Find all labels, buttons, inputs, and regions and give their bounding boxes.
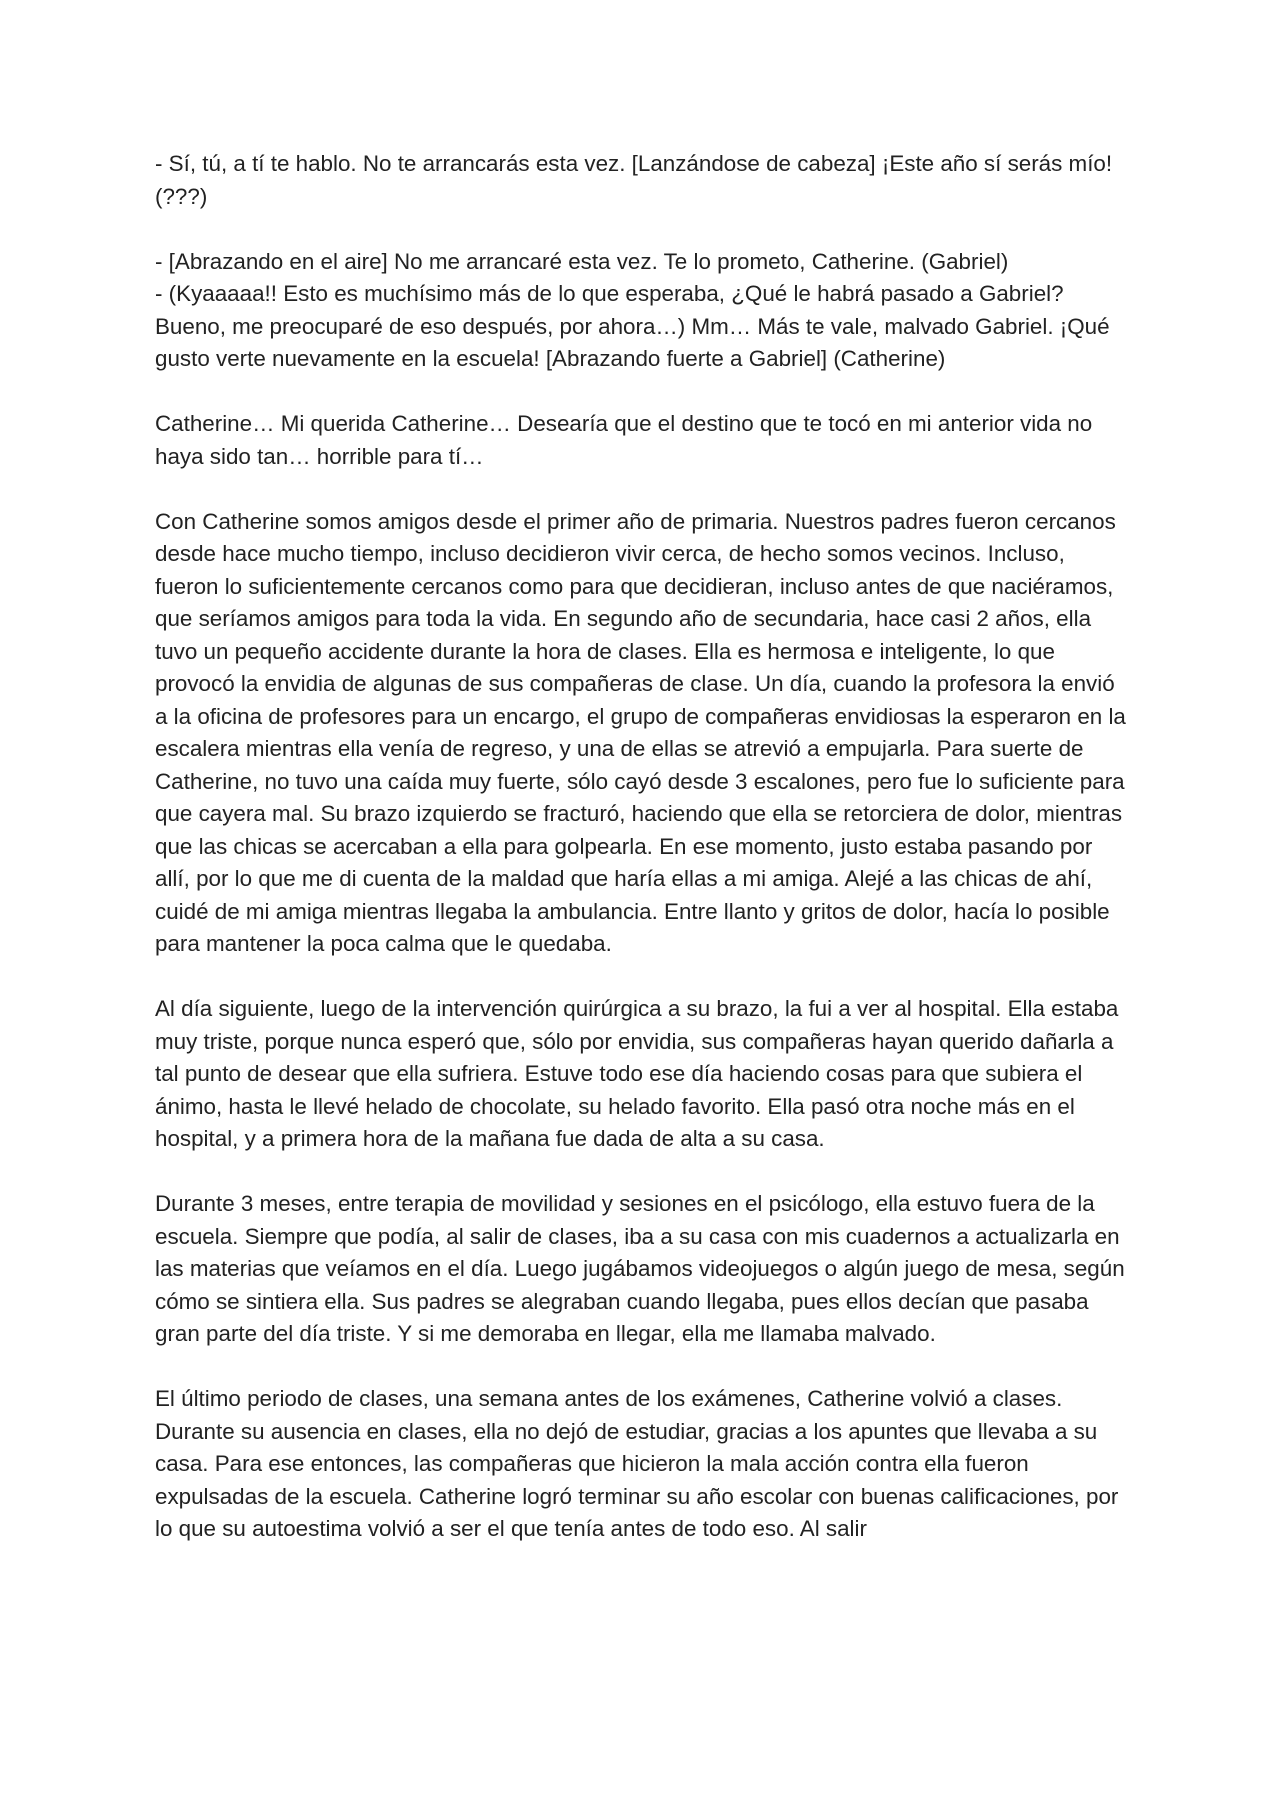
paragraph-return: El último periodo de clases, una semana antes de los exámenes, Catherine volvió a clases. Durante su ausencia en clases, ella no dejó de estudiar, gracias a los apuntes que llevaba a su casa. Para ese entonces, las compañeras que hicieron la mala acción contra ella fueron expulsadas de la escuela. Catherine logró terminar su año escolar con buenas calificaciones, por lo que su autoestima volvió a ser el que tenía antes de todo eso. Al salir [155, 1386, 1119, 1541]
paragraph-dialogue-catherine: - (Kyaaaaa!! Esto es muchísimo más de lo que esperaba, ¿Qué le habrá pasado a Gabriel? Bueno, me preocuparé de eso después, por ahora…) Mm… Más te vale, malvado Gabriel. ¡Qué gusto verte nuevamente en la escuela! [Abrazando fuerte a Gabriel] (Catherine) [155, 281, 1110, 371]
paragraph-reflection: Catherine… Mi querida Catherine… Desearía que el destino que te tocó en mi anterior vida no haya sido tan… horrible para tí… [155, 411, 1093, 469]
document-body [155, 148, 1130, 1546]
paragraph-backstory: Con Catherine somos amigos desde el primer año de primaria. Nuestros padres fueron cercanos desde hace mucho tiempo, incluso decidieron vivir cerca, de hecho somos vecinos. Incluso, fueron lo suficientemente cercanos como para que decidieran, incluso antes de que naciéramos, que seríamos amigos para toda la vida. En segundo año de secundaria, hace casi 2 años, ella tuvo un pequeño accidente durante la hora de clases. Ella es hermosa e inteligente, lo que provocó la envidia de algunas de sus compañeras de clase. Un día, cuando la profesora la envió a la oficina de profesores para un encargo, el grupo de compañeras envidiosas la esperaron en la escalera mientras ella venía de regreso, y una de ellas se atrevió a empujarla. Para suerte de Catherine, no tuvo una caída muy fuerte, sólo cayó desde 3 escalones, pero fue lo suficiente para que cayera mal. Su brazo izquierdo se fracturó, haciendo que ella se retorciera de dolor, mientras que las chicas se acercaban a ella para golpearla. En ese momento, justo estaba pasando por allí, por lo que me di cuenta de la maldad que haría ellas a mi amiga. Alejé a las chicas de ahí, cuidé de mi amiga mientras llegaba la ambulancia. Entre llanto y gritos de dolor, hacía lo posible para mantener la poca calma que le quedaba. [155, 508, 1126, 956]
paragraph-dialogue-unknown: - Sí, tú, a tí te hablo. No te arrancarás esta vez. [Lanzándose de cabeza] ¡Este año sí serás mío! (???) [155, 151, 1113, 209]
paragraph-recovery: Durante 3 meses, entre terapia de movilidad y sesiones en el psicólogo, ella estuvo fuera de la escuela. Siempre que podía, al salir de clases, iba a su casa con mis cuadernos a actualizarla en las materias que veíamos en el día. Luego jugábamos videojuegos o algún juego de mesa, según cómo se sintiera ella. Sus padres se alegraban cuando llegaba, pues ellos decían que pasaba gran parte del día triste. Y si me demoraba en llegar, ella me llamaba malvado. [155, 1191, 1125, 1346]
paragraph-hospital: Al día siguiente, luego de la intervención quirúrgica a su brazo, la fui a ver al hospital. Ella estaba muy triste, porque nunca esperó que, sólo por envidia, sus compañeras hayan querido dañarla a tal punto de desear que ella sufriera. Estuve todo ese día haciendo cosas para que subiera el ánimo, hasta le llevé helado de chocolate, su helado favorito. Ella pasó otra noche más en el hospital, y a primera hora de la mañana fue dada de alta a su casa. [155, 996, 1119, 1151]
paragraph-dialogue-gabriel: - [Abrazando en el aire] No me arrancaré esta vez. Te lo prometo, Catherine. (Gabriel) [155, 248, 1009, 274]
